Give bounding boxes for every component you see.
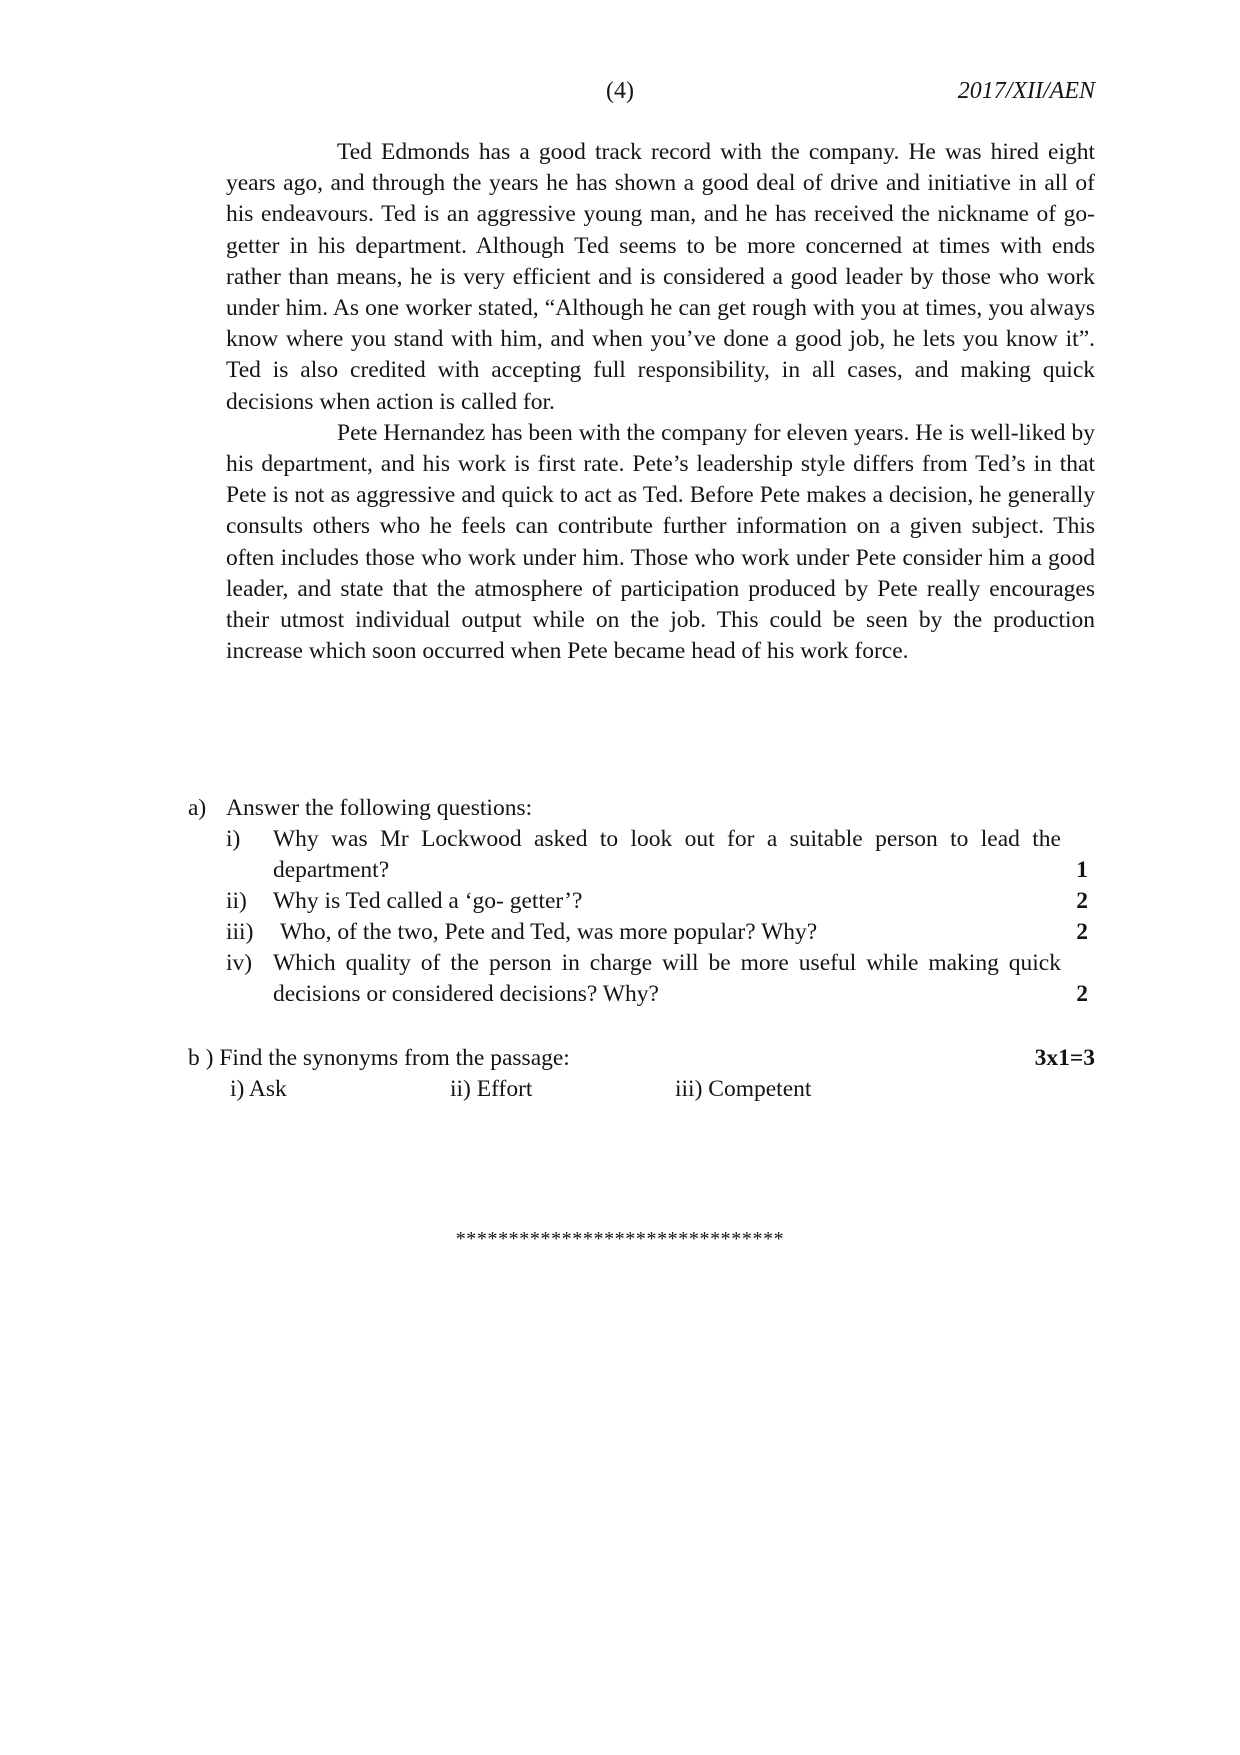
synonym-word-effort: ii) Effort [450, 1076, 533, 1102]
question-marks: 1 [1076, 857, 1088, 883]
end-of-paper-stars: ******************************* [455, 1228, 785, 1250]
question-text: Which quality of the person in charge will be more useful while making quick decisions or considered decisions? Why? [273, 950, 1061, 1007]
question-marks: 2 [1076, 981, 1088, 1007]
section-b-marks: 3x1=3 [1034, 1045, 1095, 1071]
section-a-heading [188, 793, 1095, 824]
question-number: iii) [226, 919, 254, 945]
passage [226, 137, 1095, 667]
synonym-word-competent: iii) Competent [675, 1076, 812, 1102]
section-b-label: b ) [188, 1045, 214, 1071]
section-b-heading [188, 1043, 1095, 1074]
passage-paragraph-pete: Pete Hernandez has been with the company for eleven years. He is well-liked by his department, and his work is first rate. Pete’s leadership style differs from Ted’s in that Pete is not as aggressive and quick to act as Ted. Before Pete makes a decision, he generally consults others who he feels can contribute further information on a given subject. This often includes those who work under him. Those who work under Pete consider him a good leader, and state that the atmosphere of participation produced by Pete really encourages their utmost individual output while on the job. This could be seen by the production increase which soon occurred when Pete became head of his work force. [226, 419, 1095, 665]
question-list [226, 824, 1095, 1010]
question-marks: 2 [1076, 888, 1088, 914]
synonym-word-ask: i) Ask [230, 1076, 287, 1102]
section-b-title: Find the synonyms from the passage: [219, 1045, 570, 1071]
passage-paragraph-ted: Ted Edmonds has a good track record with the company. He was hired eight years ago, and through the years he has shown a good deal of drive and initiative in all of his endeavours. Ted is an aggressive young man, and he has received the nickname of go-getter in his department. Although Ted seems to be more concerned at times with ends rather than means, he is very efficient and is considered a good leader by those who work under him. As one worker stated, “Although he can get rough with you at times, you always know where you stand with him, and when you’ve done a good job, he lets you know it”. Ted is also credited with accepting full responsibility, in all cases, and making quick decisions when action is called for. [226, 139, 1095, 415]
question-text: Why was Mr Lockwood asked to look out for a suitable person to lead the department? [273, 826, 1061, 883]
question-number: iv) [226, 950, 253, 976]
question-item [226, 886, 1095, 917]
question-item [226, 824, 1095, 886]
page-number: (4) [606, 78, 634, 104]
question-number: ii) [226, 888, 247, 914]
question-text: Why is Ted called a ‘go- getter’? [273, 888, 583, 914]
question-item [226, 948, 1095, 1010]
section-a-title: Answer the following questions: [226, 795, 533, 821]
question-number: i) [226, 826, 241, 852]
paper-code: 2017/XII/AEN [957, 78, 1095, 104]
section-a-label: a) [188, 795, 207, 821]
question-marks: 2 [1076, 919, 1088, 945]
question-text: Who, of the two, Pete and Ted, was more popular? Why? [280, 919, 818, 945]
question-item [226, 917, 1095, 948]
